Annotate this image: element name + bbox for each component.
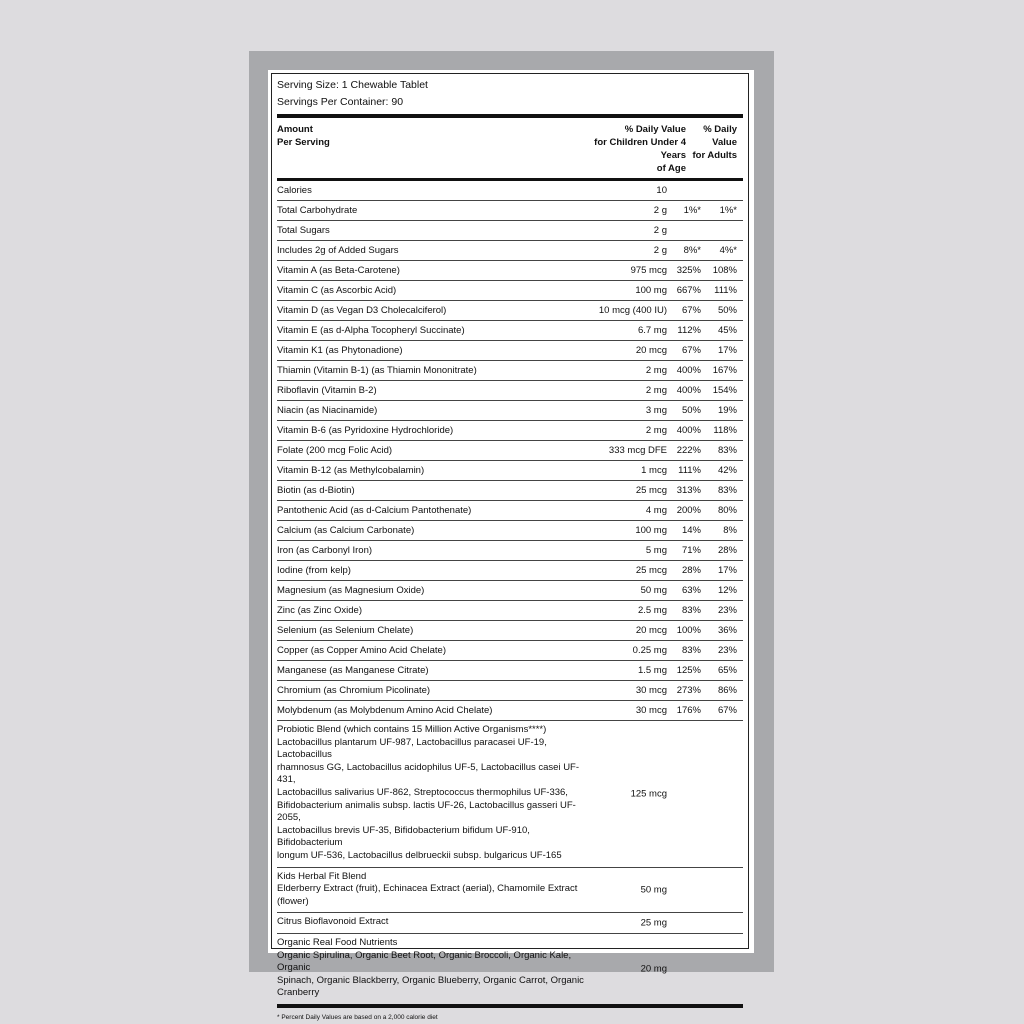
nutrient-dv-adults: 23%	[717, 645, 737, 656]
column-headers	[277, 118, 743, 178]
nutrient-dv-children: 71%	[681, 545, 701, 556]
blend-name: Organic Real Food Nutrients Organic Spirulina, Organic Beet Root, Organic Broccoli, Organic Kale, Organic Spinach, Organic Blackberry, Organic Blueberry, Organic Carrot, Organic Cranberry	[277, 936, 584, 999]
nutrient-dv-children: 176%	[676, 705, 701, 716]
nutrient-row	[277, 201, 743, 221]
nutrient-name: Vitamin A (as Beta-Carotene)	[277, 265, 400, 276]
nutrient-dv-adults: 19%	[717, 405, 737, 416]
header-dv-children: % Daily Value for Children Under 4 Years of Age	[594, 124, 686, 174]
blend-row	[277, 868, 743, 914]
nutrient-row	[277, 321, 743, 341]
nutrient-dv-adults: 86%	[717, 685, 737, 696]
nutrient-amount: 2.5 mg	[637, 605, 667, 616]
nutrient-amount: 2 g	[653, 225, 667, 236]
nutrient-dv-adults: 12%	[717, 585, 737, 596]
nutrient-dv-adults: 1%*	[719, 205, 737, 216]
nutrient-name: Iron (as Carbonyl Iron)	[277, 545, 373, 556]
nutrient-amount: 30 mcg	[635, 705, 667, 716]
nutrient-row	[277, 681, 743, 701]
nutrient-name: Chromium (as Chromium Picolinate)	[277, 685, 431, 696]
nutrient-name: Total Sugars	[277, 225, 330, 236]
nutrient-amount: 975 mcg	[630, 265, 667, 276]
nutrient-name: Vitamin B-6 (as Pyridoxine Hydrochloride)	[277, 425, 454, 436]
nutrient-dv-children: 83%	[681, 645, 701, 656]
nutrient-row	[277, 181, 743, 201]
nutrient-dv-children: 273%	[676, 685, 701, 696]
nutrient-dv-children: 400%	[676, 385, 701, 396]
nutrient-row	[277, 461, 743, 481]
nutrient-dv-children: 222%	[676, 445, 701, 456]
nutrient-dv-adults: 17%	[717, 565, 737, 576]
nutrient-row	[277, 261, 743, 281]
nutrient-dv-children: 112%	[677, 325, 701, 336]
nutrient-dv-adults: 4%*	[719, 245, 737, 256]
blend-amount: 25 mg	[640, 917, 667, 929]
nutrient-table	[277, 181, 743, 721]
nutrient-amount: 1.5 mg	[637, 665, 667, 676]
nutrient-dv-children: 200%	[676, 505, 701, 516]
nutrient-amount: 2 g	[653, 245, 667, 256]
nutrient-amount: 6.7 mg	[637, 325, 667, 336]
nutrient-name: Vitamin B-12 (as Methylcobalamin)	[277, 465, 425, 476]
nutrient-amount: 4 mg	[645, 505, 667, 516]
nutrient-row	[277, 341, 743, 361]
nutrient-dv-children: 28%	[681, 565, 701, 576]
nutrient-row	[277, 421, 743, 441]
nutrient-amount: 2 mg	[645, 365, 667, 376]
nutrient-dv-adults: 42%	[717, 465, 737, 476]
nutrient-dv-children: 111%	[678, 465, 701, 476]
nutrient-dv-children: 400%	[676, 365, 701, 376]
nutrient-amount: 50 mg	[640, 585, 667, 596]
nutrient-dv-adults: 83%	[717, 445, 737, 456]
nutrient-dv-children: 83%	[681, 605, 701, 616]
blend-name: Kids Herbal Fit Blend Elderberry Extract (fruit), Echinacea Extract (aerial), Chamomile Extract (flower)	[277, 870, 578, 907]
nutrient-row	[277, 521, 743, 541]
nutrient-dv-children: 313%	[676, 485, 701, 496]
nutrient-amount: 20 mcg	[635, 625, 667, 636]
nutrient-row	[277, 541, 743, 561]
nutrient-name: Copper (as Copper Amino Acid Chelate)	[277, 645, 446, 656]
nutrient-dv-adults: 36%	[717, 625, 737, 636]
nutrient-row	[277, 301, 743, 321]
blend-amount: 20 mg	[640, 963, 667, 975]
nutrient-dv-adults: 167%	[712, 365, 737, 376]
nutrient-row	[277, 241, 743, 261]
nutrient-dv-children: 667%	[676, 285, 701, 296]
label-content	[277, 74, 743, 1021]
nutrient-amount: 25 mcg	[635, 485, 667, 496]
nutrient-dv-adults: 154%	[712, 385, 737, 396]
nutrient-amount: 2 g	[653, 205, 667, 216]
nutrient-name: Magnesium (as Magnesium Oxide)	[277, 585, 425, 596]
serving-size: Serving Size: 1 Chewable Tablet	[277, 79, 428, 91]
nutrient-name: Calories	[277, 185, 312, 196]
nutrient-dv-adults: 23%	[717, 605, 737, 616]
nutrient-name: Riboflavin (Vitamin B-2)	[277, 385, 377, 396]
nutrient-row	[277, 401, 743, 421]
nutrient-dv-adults: 8%	[723, 525, 737, 536]
nutrient-row	[277, 561, 743, 581]
blend-table	[277, 721, 743, 1004]
nutrient-row	[277, 601, 743, 621]
nutrient-row	[277, 701, 743, 721]
nutrient-name: Zinc (as Zinc Oxide)	[277, 605, 362, 616]
nutrient-name: Vitamin K1 (as Phytonadione)	[277, 345, 403, 356]
nutrient-name: Pantothenic Acid (as d-Calcium Pantothenate)	[277, 505, 472, 516]
nutrient-amount: 3 mg	[645, 405, 667, 416]
servings-per-container: Servings Per Container: 90	[277, 96, 404, 108]
nutrient-row	[277, 481, 743, 501]
nutrient-dv-children: 67%	[681, 305, 701, 316]
nutrient-amount: 10	[656, 185, 667, 196]
nutrient-dv-adults: 108%	[712, 265, 737, 276]
nutrient-name: Iodine (from kelp)	[277, 565, 351, 576]
nutrient-dv-children: 63%	[681, 585, 701, 596]
nutrient-amount: 1 mcg	[641, 465, 667, 476]
header-dv-adults: % Daily Value for Adults	[692, 124, 737, 161]
nutrient-amount: 100 mg	[635, 285, 667, 296]
blend-name: Citrus Bioflavonoid Extract	[277, 916, 389, 928]
nutrient-dv-adults: 45%	[717, 325, 737, 336]
nutrient-amount: 10 mcg (400 IU)	[598, 305, 667, 316]
nutrient-dv-adults: 28%	[717, 545, 737, 556]
blend-row	[277, 913, 743, 934]
nutrient-amount: 2 mg	[645, 385, 667, 396]
nutrient-row	[277, 381, 743, 401]
blend-amount: 50 mg	[640, 884, 667, 896]
nutrient-amount: 2 mg	[645, 425, 667, 436]
nutrient-row	[277, 661, 743, 681]
footnote: * Percent Daily Values are based on a 2,000 calorie diet	[277, 1013, 438, 1021]
nutrient-dv-adults: 83%	[717, 485, 737, 496]
nutrient-amount: 25 mcg	[635, 565, 667, 576]
blend-row	[277, 721, 743, 868]
nutrient-name: Manganese (as Manganese Citrate)	[277, 665, 429, 676]
nutrient-name: Biotin (as d-Biotin)	[277, 485, 355, 496]
nutrient-dv-children: 67%	[681, 345, 701, 356]
nutrient-row	[277, 621, 743, 641]
blend-amount: 125 mcg	[630, 788, 667, 800]
nutrient-name: Includes 2g of Added Sugars	[277, 245, 399, 256]
nutrient-name: Thiamin (Vitamin B-1) (as Thiamin Mononitrate)	[277, 365, 477, 376]
nutrient-row	[277, 501, 743, 521]
nutrient-name: Niacin (as Niacinamide)	[277, 405, 378, 416]
nutrient-dv-children: 8%*	[683, 245, 701, 256]
nutrient-row	[277, 281, 743, 301]
nutrient-dv-children: 400%	[676, 425, 701, 436]
nutrient-row	[277, 581, 743, 601]
nutrient-amount: 0.25 mg	[632, 645, 667, 656]
nutrient-dv-adults: 50%	[717, 305, 737, 316]
blend-name: Probiotic Blend (which contains 15 Million Active Organisms****) Lactobacillus plantarum UF-987, Lactobacillus paracasei UF-19, Lactobacillus rhamnosus GG, Lactobacillus acidophilus UF-5, Lactobacillus casei UF-431, Lactobacillus salivarius UF-862, Streptococcus thermophilus UF-336, Bifidobacterium animalis subsp. lactis UF-26, Lactobacillus gasseri UF-2055, Lactobacillus brevis UF-35, Bifidobacterium bifidum UF-910, Bifidobacterium longum UF-536, Lactobacillus delbrueckii subsp. bulgaricus UF-165	[277, 724, 580, 861]
nutrient-row	[277, 221, 743, 241]
nutrient-name: Vitamin D (as Vegan D3 Cholecalciferol)	[277, 305, 447, 316]
blend-row	[277, 934, 743, 1004]
serving-info	[277, 74, 743, 111]
nutrient-dv-adults: 17%	[717, 345, 737, 356]
nutrient-dv-adults: 118%	[713, 425, 737, 436]
nutrient-dv-children: 125%	[676, 665, 701, 676]
nutrient-amount: 5 mg	[645, 545, 667, 556]
nutrient-name: Calcium (as Calcium Carbonate)	[277, 525, 415, 536]
nutrient-name: Folate (200 mcg Folic Acid)	[277, 445, 393, 456]
nutrient-dv-adults: 67%	[717, 705, 737, 716]
nutrient-row	[277, 641, 743, 661]
header-amount: Amount Per Serving	[277, 124, 330, 148]
nutrient-name: Vitamin C (as Ascorbic Acid)	[277, 285, 397, 296]
nutrient-amount: 100 mg	[635, 525, 667, 536]
nutrient-dv-children: 100%	[676, 625, 701, 636]
nutrient-amount: 30 mcg	[635, 685, 667, 696]
nutrient-dv-children: 325%	[676, 265, 701, 276]
nutrient-dv-adults: 65%	[717, 665, 737, 676]
nutrient-dv-children: 50%	[681, 405, 701, 416]
nutrient-amount: 20 mcg	[635, 345, 667, 356]
nutrient-name: Total Carbohydrate	[277, 205, 358, 216]
nutrient-name: Selenium (as Selenium Chelate)	[277, 625, 414, 636]
nutrient-amount: 333 mcg DFE	[608, 445, 667, 456]
nutrient-name: Vitamin E (as d-Alpha Tocopheryl Succinate)	[277, 325, 465, 336]
nutrient-dv-children: 14%	[681, 525, 701, 536]
supplement-facts-label	[271, 73, 749, 1021]
nutrient-row	[277, 361, 743, 381]
nutrient-name: Molybdenum (as Molybdenum Amino Acid Chelate)	[277, 705, 493, 716]
nutrient-dv-adults: 80%	[717, 505, 737, 516]
nutrient-dv-adults: 111%	[714, 285, 737, 296]
nutrient-dv-children: 1%*	[683, 205, 701, 216]
nutrient-row	[277, 441, 743, 461]
